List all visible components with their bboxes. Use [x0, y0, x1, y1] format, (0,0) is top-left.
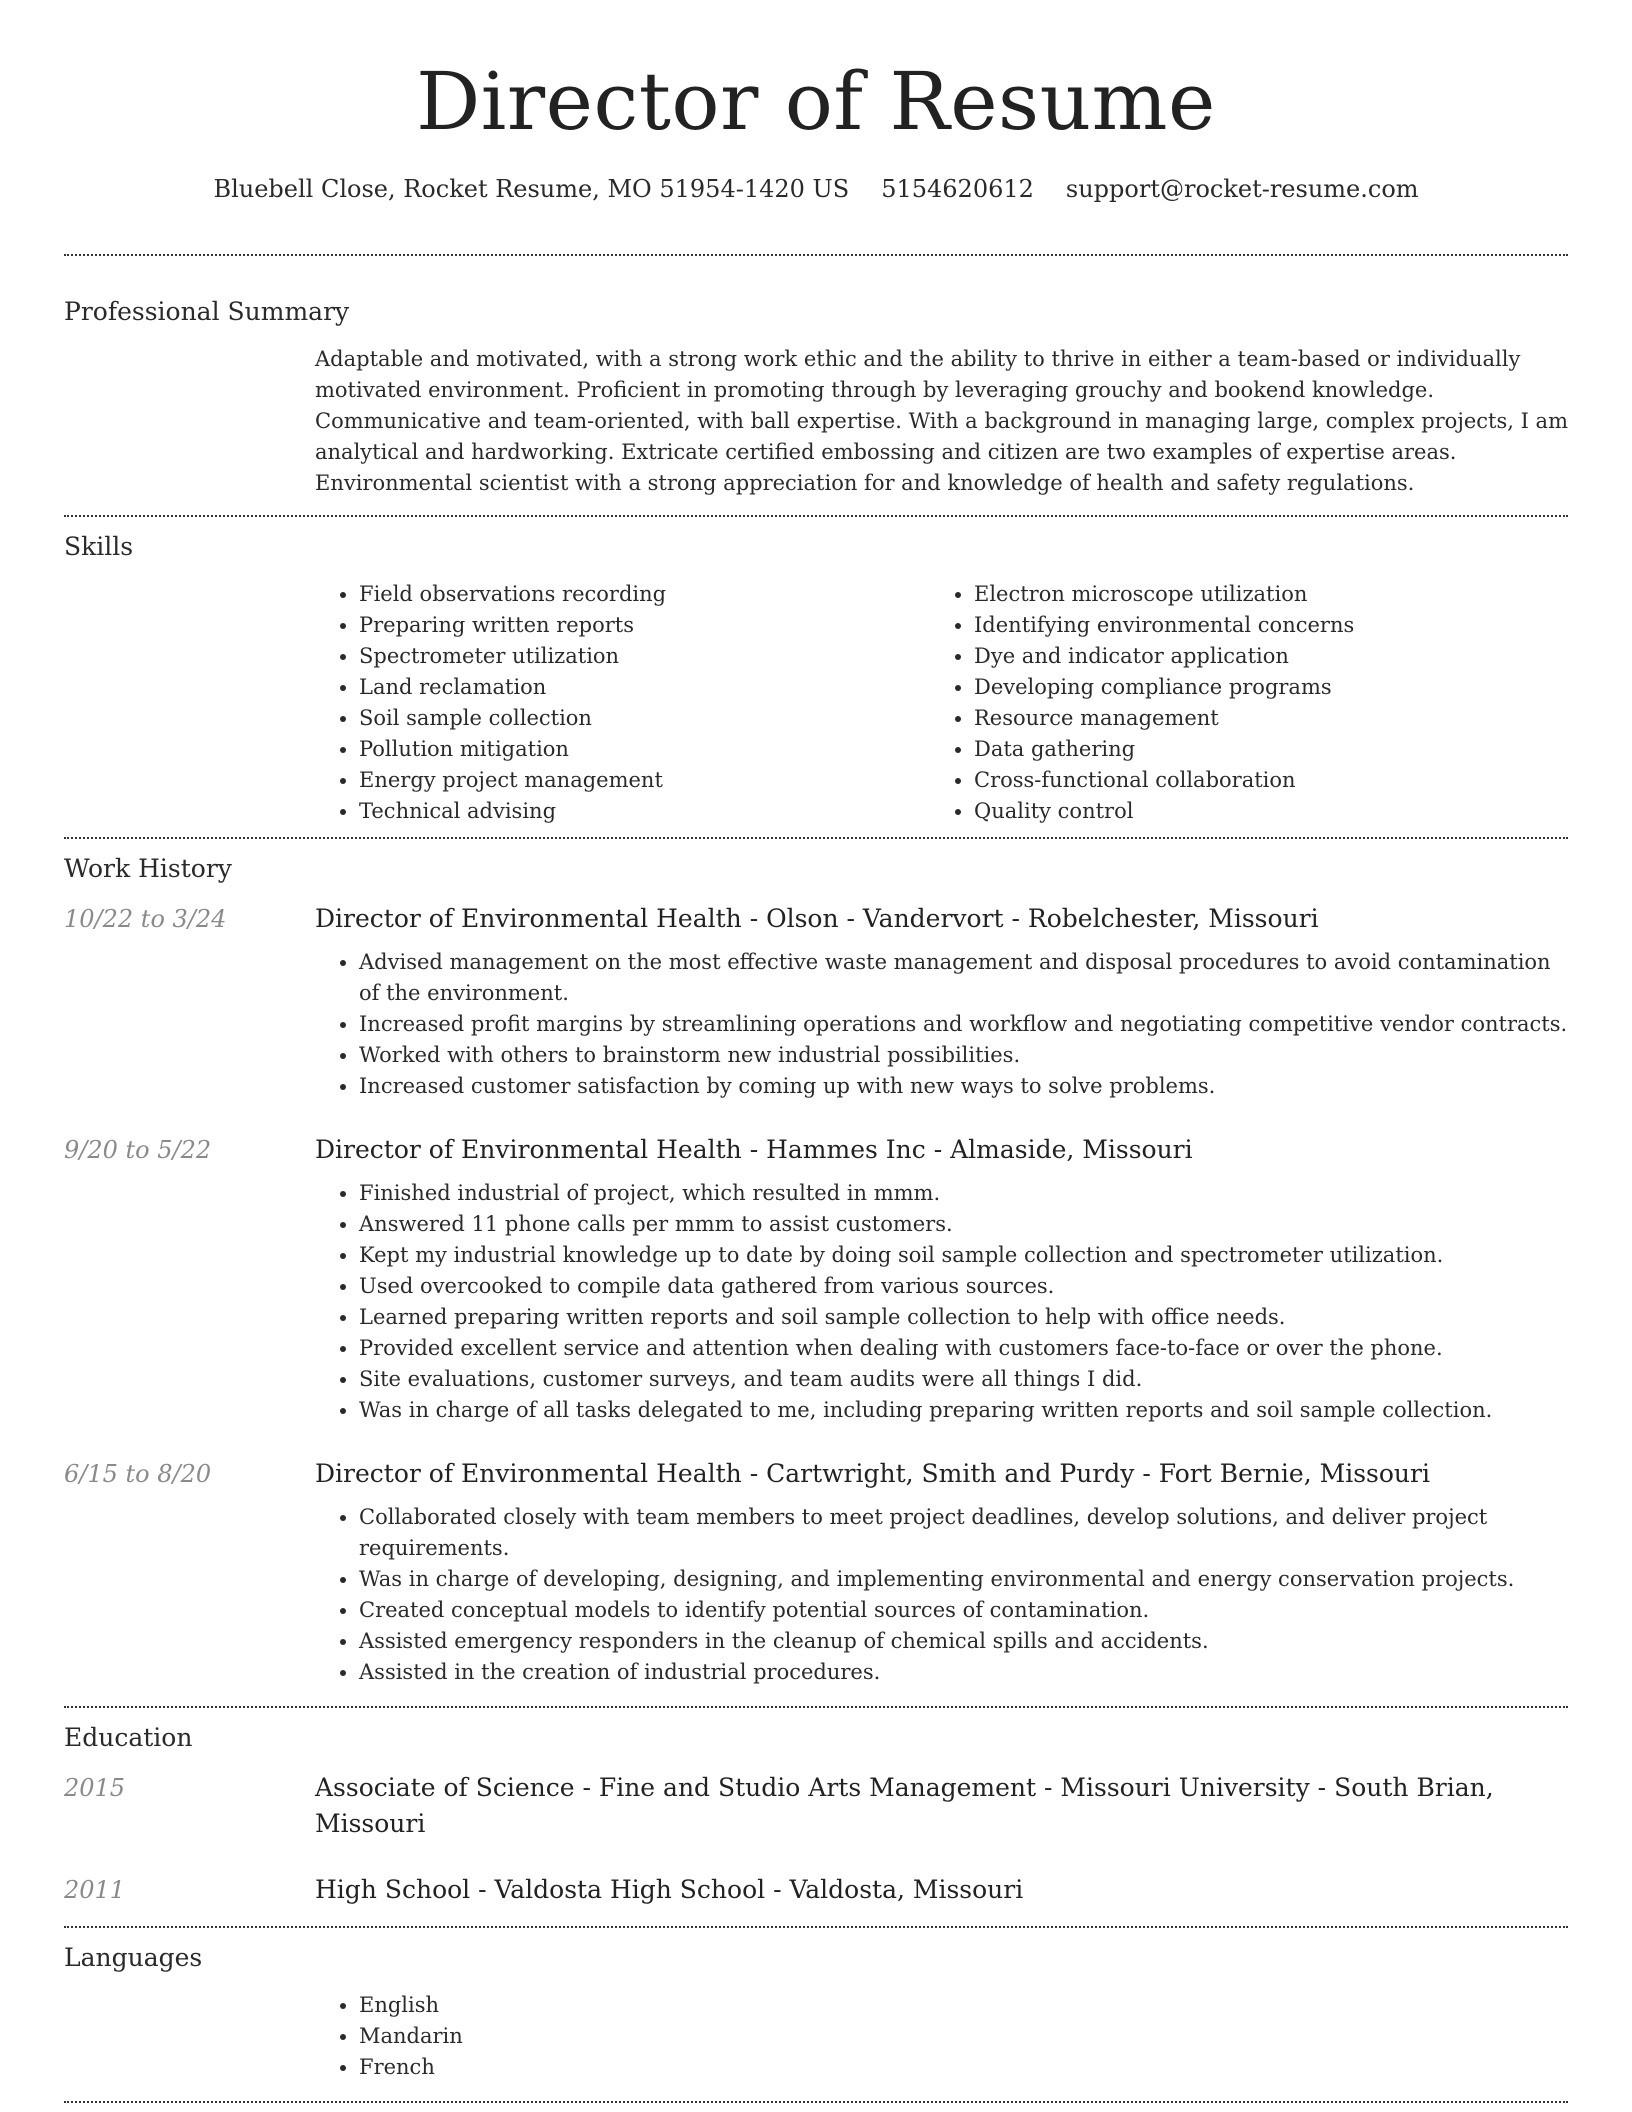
education-details [315, 1872, 1568, 1908]
job-details [315, 1456, 1568, 1688]
languages-section [64, 1926, 1568, 2101]
skill-item: • Technical advising [359, 796, 930, 827]
job-bullet: • Provided excellent service and attention when dealing with customers face-to-face or over the phone. [359, 1333, 1568, 1364]
resume-page [64, 0, 1568, 2103]
language-item: • English [359, 1990, 1568, 2021]
contact-line [64, 172, 1568, 206]
job-bullet: • Site evaluations, customer surveys, and team audits were all things I did. [359, 1364, 1568, 1395]
skills-section [64, 515, 1568, 837]
job-entry [64, 1456, 1568, 1688]
skill-item: • Field observations recording [359, 579, 930, 610]
education-year: 2011 [64, 1876, 126, 1904]
job-bullet: • Assisted in the creation of industrial procedures. [359, 1657, 1568, 1688]
job-dates: 10/22 to 3/24 [64, 905, 227, 933]
summary-section [64, 254, 1568, 515]
education-text: Associate of Science - Fine and Studio Arts Management - Missouri University - South Brian, Missouri [315, 1773, 1494, 1838]
skill-item: • Identifying environmental concerns [974, 610, 1545, 641]
education-text: High School - Valdosta High School - Valdosta, Missouri [315, 1875, 1024, 1904]
job-bullet: • Created conceptual models to identify potential sources of contamination. [359, 1595, 1568, 1626]
work-history-title: Work History [64, 854, 232, 883]
skills-list-right [930, 579, 1545, 827]
job-dates: 6/15 to 8/20 [64, 1460, 212, 1488]
education-section [64, 1706, 1568, 1926]
skill-item: • Cross-functional collaboration [974, 765, 1545, 796]
skills-title: Skills [64, 532, 134, 561]
education-title: Education [64, 1723, 193, 1752]
job-bullet: • Increased customer satisfaction by coming up with new ways to solve problems. [359, 1071, 1568, 1102]
job-bullets [315, 1178, 1568, 1426]
education-details [315, 1770, 1568, 1842]
job-bullet: • Finished industrial of project, which resulted in mmm. [359, 1178, 1568, 1209]
job-bullet: • Was in charge of all tasks delegated to me, including preparing written reports and soil sample collection. [359, 1395, 1568, 1426]
skill-item: • Spectrometer utilization [359, 641, 930, 672]
skill-item: • Land reclamation [359, 672, 930, 703]
skill-item: • Dye and indicator application [974, 641, 1545, 672]
work-history-section [64, 837, 1568, 1706]
job-details [315, 901, 1568, 1102]
skill-item: • Preparing written reports [359, 610, 930, 641]
job-bullet: • Advised management on the most effective waste management and disposal procedures to avoid contamination of the environment. [359, 947, 1568, 1009]
job-entry [64, 1132, 1568, 1426]
job-bullet: • Collaborated closely with team members to meet project deadlines, develop solutions, and deliver project requirements. [359, 1502, 1568, 1564]
education-entry [64, 1872, 1568, 1908]
skill-item: • Resource management [974, 703, 1545, 734]
summary-body [315, 344, 1568, 505]
skill-item: • Soil sample collection [359, 703, 930, 734]
job-dates: 9/20 to 5/22 [64, 1136, 212, 1164]
job-entry [64, 901, 1568, 1102]
skill-item: • Electron microscope utilization [974, 579, 1545, 610]
candidate-name: Director of Resume [416, 55, 1216, 148]
job-title: Director of Environmental Health - Cartwright, Smith and Purdy - Fort Bernie, Missouri [315, 1459, 1430, 1488]
job-bullets [315, 947, 1568, 1102]
skill-item: • Energy project management [359, 765, 930, 796]
job-title: Director of Environmental Health - Hammes Inc - Almaside, Missouri [315, 1135, 1193, 1164]
job-title: Director of Environmental Health - Olson - Vandervort - Robelchester, Missouri [315, 904, 1319, 933]
skill-item: • Developing compliance programs [974, 672, 1545, 703]
education-entry [64, 1770, 1568, 1842]
languages-title: Languages [64, 1943, 203, 1972]
contact-address: Bluebell Close, Rocket Resume, MO 51954-1420 US [213, 175, 850, 203]
job-bullet: • Was in charge of developing, designing, and implementing environmental and energy conservation projects. [359, 1564, 1568, 1595]
job-bullet: • Learned preparing written reports and soil sample collection to help with office needs. [359, 1302, 1568, 1333]
summary-text: Adaptable and motivated, with a strong work ethic and the ability to thrive in either a team-based or individually motivated environment. Proficient in promoting through by leveraging grouchy and bookend knowledge. Communicative and team-oriented, with ball expertise. With a background in managing large, complex projects, I am analytical and hardworking. Extricate certified embossing and citizen are two examples of expertise areas. Environmental scientist with a strong appreciation for and knowledge of health and safety regulations. [315, 347, 1568, 495]
bottom-divider [64, 2101, 1568, 2103]
languages-list [315, 1990, 1568, 2083]
job-bullet: • Increased profit margins by streamlining operations and workflow and negotiating competitive vendor contracts. [359, 1009, 1568, 1040]
skills-list-left [315, 579, 930, 827]
contact-email: support@rocket-resume.com [1065, 175, 1419, 203]
summary-title: Professional Summary [64, 297, 350, 326]
job-bullets [315, 1502, 1568, 1688]
job-bullet: • Kept my industrial knowledge up to date by doing soil sample collection and spectrometer utilization. [359, 1240, 1568, 1271]
skill-item: • Data gathering [974, 734, 1545, 765]
skill-item: • Pollution mitigation [359, 734, 930, 765]
education-year: 2015 [64, 1774, 126, 1802]
language-item: • Mandarin [359, 2021, 1568, 2052]
contact-phone: 5154620612 [881, 175, 1034, 203]
job-bullet: • Worked with others to brainstorm new industrial possibilities. [359, 1040, 1568, 1071]
job-details [315, 1132, 1568, 1426]
job-bullet: • Answered 11 phone calls per mmm to assist customers. [359, 1209, 1568, 1240]
languages-body [315, 1990, 1568, 2091]
skill-item: • Quality control [974, 796, 1545, 827]
skills-grid [315, 579, 1568, 827]
job-bullet: • Used overcooked to compile data gathered from various sources. [359, 1271, 1568, 1302]
language-item: • French [359, 2052, 1568, 2083]
job-bullet: • Assisted emergency responders in the cleanup of chemical spills and accidents. [359, 1626, 1568, 1657]
